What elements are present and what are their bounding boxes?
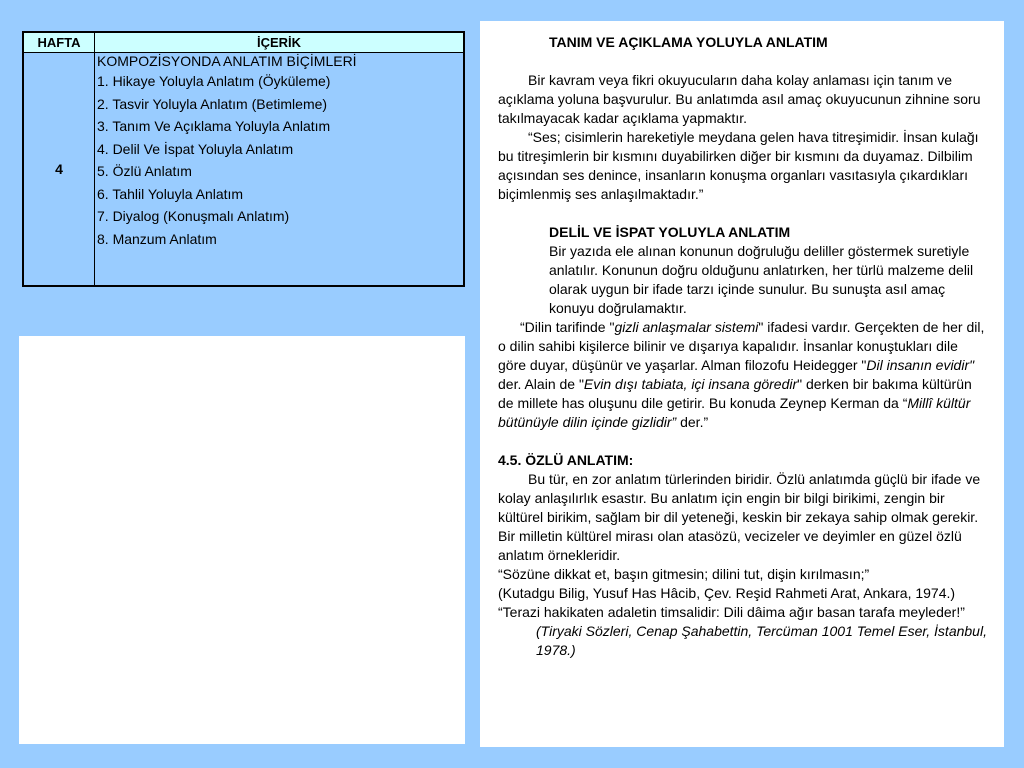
content-title: KOMPOZİSYONDA ANLATIM BİÇİMLERİ: [97, 53, 357, 69]
section-title-evidence: DELİL VE İSPAT YOLUYLA ANLATIM: [549, 224, 791, 240]
text-span: " derken bir bakıma kültürün de millete has oluşunu dile getirir. Bu konuda Zeynep Kerman da “: [498, 376, 972, 411]
text-span: " ifadesi vardır. Gerçekten de her dil, o dilin sahibi kişilerce bilinir ve dışarıya kapalıdır. İnsanlar konuştukları dile göre duyar, düşünür ve yaşarlar. Alman filozofu Heidegger ": [498, 319, 985, 373]
text-span: “Dilin tarifinde ": [520, 319, 615, 335]
text-span: der.”: [676, 414, 709, 430]
paragraph: Bu tür, en zor anlatım türlerinden biridir. Özlü anlatımda güçlü bir ifade ve kolay anlaşılırlık esastır. Bu anlatım için engin bir bilgi birikimi, zengin bir kültürel birikim, sağlam bir dil yeteneği, keskin bir zekaya sahip olmak gerekir. Bir milletin kültürel mirası olan atasözü, vecizeler ve deyimler en güzel özlü anlatım örnekleridir.: [498, 471, 981, 563]
quote-paragraph: [498, 318, 988, 432]
list-item: 4. Delil Ve İspat Yoluyla Anlatım: [97, 140, 294, 157]
section-title-concise: 4.5. ÖZLÜ ANLATIM:: [498, 452, 634, 468]
week-number: 4: [24, 53, 95, 286]
list-item: 5. Özlü Anlatım: [97, 163, 192, 179]
spacer: [498, 432, 988, 451]
course-table-panel: [22, 31, 465, 287]
italic-span: (Tiryaki Sözleri, Cenap Şahabettin, Tercüman 1001 Temel Eser, İstanbul, 1978.): [536, 623, 987, 658]
article-panel: [480, 21, 1004, 747]
content-cell: [95, 53, 464, 286]
proverb-quote: “Sözüne dikkat et, başın gitmesin; dilini tut, dişin kırılmasın;”: [498, 566, 870, 582]
blank-panel: [19, 336, 465, 744]
course-table: [23, 32, 464, 286]
quote-paragraph: “Ses; cisimlerin hareketiyle meydana gelen hava titreşimidir. İnsan kulağı bu titreşimlerin bir kısmını duyabilirken diğer bir kısmını da duyamaz. Dilbilim açısından ses denince, insanların konuşma organları vasıtasıyla çıkardıkları biçimlenmiş ses anlaşılmaktadır.”: [498, 129, 979, 202]
spacer: [498, 204, 988, 223]
header-week: HAFTA: [24, 33, 95, 53]
italic-span: Dil insanın evidir": [866, 357, 975, 373]
spacer: [498, 52, 988, 71]
quote-source: (Kutadgu Bilig, Yusuf Has Hâcib, Çev. Reşid Rahmeti Arat, Ankara, 1974.): [498, 585, 956, 601]
content-list: [95, 53, 463, 250]
italic-span: Evin dışı tabiata, içi insana göredir: [583, 376, 798, 392]
italic-span: Millî kültür bütünüyle dilin içinde gizlidir”: [498, 395, 971, 430]
section-title-definition: TANIM VE AÇIKLAMA YOLUYLA ANLATIM: [549, 34, 828, 50]
quote-paragraph: [498, 603, 988, 660]
paragraph: Bir yazıda ele alınan konunun doğruluğu deliller göstermek suretiyle anlatılır. Konunun doğru olduğunu anlatırken, her türlü malzeme delil olarak uygun bir ifade tarzı içinde sunulur. Bu sunuşta asıl amaç konuyu doğrulamaktır.: [549, 243, 974, 316]
list-item: 6. Tahlil Yoluyla Anlatım: [97, 185, 244, 202]
list-item: 3. Tanım Ve Açıklama Yoluyla Anlatım: [97, 118, 331, 134]
header-content: İÇERİK: [95, 33, 464, 53]
list-item: 8. Manzum Anlatım: [97, 230, 217, 247]
list-item: 7. Diyalog (Konuşmalı Anlatım): [97, 208, 290, 224]
table-header-row: [24, 33, 464, 53]
list-item: 1. Hikaye Yoluyla Anlatım (Öyküleme): [97, 73, 331, 89]
paragraph: Bir kavram veya fikri okuyucuların daha kolay anlaması için tanım ve açıklama yoluna başvurulur. Bu anlatımda asıl amaç okuyucunun zihnine soru takılmayacak kadar açıklama yapmaktır.: [498, 72, 981, 126]
text-span: “Terazi hakikaten adaletin timsalidir: Dili dâima ağır basan tarafa meyleder!”: [498, 604, 965, 620]
table-row: [24, 53, 464, 286]
list-item: 2. Tasvir Yoluyla Anlatım (Betimleme): [97, 95, 328, 112]
text-span: der. Alain de ": [498, 376, 584, 392]
italic-span: gizli anlaşmalar sistemi: [614, 319, 759, 335]
